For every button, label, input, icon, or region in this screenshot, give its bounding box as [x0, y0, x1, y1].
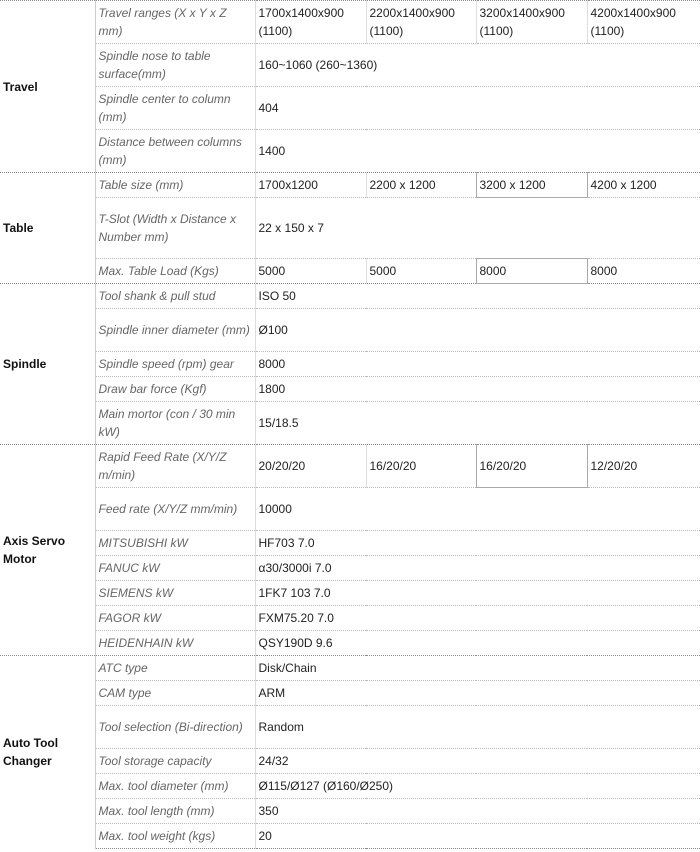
spec-label: FANUC kW	[95, 556, 255, 581]
spec-label: FAGOR kW	[95, 606, 255, 631]
spec-label: HEIDENHAIN kW	[95, 631, 255, 656]
spec-value: 4200 x 1200	[587, 173, 700, 198]
spec-value: 1FK7 103 7.0	[255, 581, 700, 606]
spec-value: 10000	[255, 488, 700, 531]
table-row	[0, 44, 700, 87]
spec-label: Rapid Feed Rate (X/Y/Z m/min)	[95, 445, 255, 488]
section-title-auto-tool-changer: Auto Tool Changer	[0, 656, 95, 849]
table-row	[0, 1, 700, 44]
spec-value: FXM75.20 7.0	[255, 606, 700, 631]
table-row	[0, 749, 700, 774]
spec-value: 2200x1400x900 (1100)	[366, 1, 476, 44]
table-row	[0, 531, 700, 556]
spec-value: ARM	[255, 681, 700, 706]
spec-value: 12/20/20	[587, 445, 700, 488]
table-row	[0, 198, 700, 259]
spec-label: SIEMENS kW	[95, 581, 255, 606]
spec-label: Max. tool weight (kgs)	[95, 824, 255, 849]
spec-value: 16/20/20	[366, 445, 476, 488]
spec-value: 5000	[366, 259, 476, 284]
spec-label: Tool shank & pull stud	[95, 284, 255, 309]
spec-value: 16/20/20	[476, 445, 587, 488]
table-row	[0, 309, 700, 352]
table-row	[0, 606, 700, 631]
spec-value: QSY190D 9.6	[255, 631, 700, 656]
table-row	[0, 130, 700, 173]
spec-value: 20	[255, 824, 700, 849]
section-title-travel: Travel	[0, 1, 95, 173]
table-row	[0, 681, 700, 706]
spec-value: Random	[255, 706, 700, 749]
spec-label: Spindle center to column (mm)	[95, 87, 255, 130]
spec-value: 8000	[587, 259, 700, 284]
table-row	[0, 706, 700, 749]
spec-value: 4200x1400x900 (1100)	[587, 1, 700, 44]
spec-label: T-Slot (Width x Distance x Number mm)	[95, 198, 255, 259]
spec-label: Spindle nose to table surface(mm)	[95, 44, 255, 87]
spec-label: Main mortor (con / 30 min kW)	[95, 402, 255, 445]
table-row	[0, 774, 700, 799]
spec-value: 350	[255, 799, 700, 824]
spec-label: Max. tool length (mm)	[95, 799, 255, 824]
table-row	[0, 631, 700, 656]
table-row	[0, 556, 700, 581]
table-row	[0, 799, 700, 824]
spec-value: Ø115/Ø127 (Ø160/Ø250)	[255, 774, 700, 799]
spec-value: 15/18.5	[255, 402, 700, 445]
table-row	[0, 352, 700, 377]
table-row	[0, 259, 700, 284]
spec-label: MITSUBISHI kW	[95, 531, 255, 556]
spec-label: Max. tool diameter (mm)	[95, 774, 255, 799]
spec-value: 22 x 150 x 7	[255, 198, 700, 259]
spec-value: α30/3000i 7.0	[255, 556, 700, 581]
spec-value: 3200x1400x900 (1100)	[476, 1, 587, 44]
section-title-spindle: Spindle	[0, 284, 95, 445]
spec-value: 2200 x 1200	[366, 173, 476, 198]
spec-value: 1800	[255, 377, 700, 402]
spec-value: 8000	[476, 259, 587, 284]
spec-label: Travel ranges (X x Y x Z mm)	[95, 1, 255, 44]
spec-label: Feed rate (X/Y/Z mm/min)	[95, 488, 255, 531]
spec-value: 1700x1400x900 (1100)	[255, 1, 366, 44]
table-row	[0, 173, 700, 198]
spec-label: ATC type	[95, 656, 255, 681]
section-title-table: Table	[0, 173, 95, 284]
table-row	[0, 445, 700, 488]
spec-label: Spindle inner diameter (mm)	[95, 309, 255, 352]
table-row	[0, 824, 700, 849]
spec-label: Tool storage capacity	[95, 749, 255, 774]
spec-label: Draw bar force (Kgf)	[95, 377, 255, 402]
spec-label: Spindle speed (rpm) gear	[95, 352, 255, 377]
spec-label: Tool selection (Bi-direction)	[95, 706, 255, 749]
spec-value: ISO 50	[255, 284, 700, 309]
spec-value: Disk/Chain	[255, 656, 700, 681]
spec-value: 404	[255, 87, 700, 130]
table-row	[0, 284, 700, 309]
spec-value: 20/20/20	[255, 445, 366, 488]
spec-label: CAM type	[95, 681, 255, 706]
spec-value: 8000	[255, 352, 700, 377]
table-row	[0, 377, 700, 402]
spec-value: 5000	[255, 259, 366, 284]
spec-label: Max. Table Load (Kgs)	[95, 259, 255, 284]
spec-value: HF703 7.0	[255, 531, 700, 556]
spec-label: Table size (mm)	[95, 173, 255, 198]
table-row	[0, 402, 700, 445]
spec-value: 1700x1200	[255, 173, 366, 198]
spec-label: Distance between columns (mm)	[95, 130, 255, 173]
table-row	[0, 488, 700, 531]
spec-value: 160~1060 (260~1360)	[255, 44, 700, 87]
section-title-axis-servo-motor: Axis Servo Motor	[0, 445, 95, 656]
spec-value: Ø100	[255, 309, 700, 352]
spec-value: 24/32	[255, 749, 700, 774]
table-row	[0, 581, 700, 606]
table-row	[0, 656, 700, 681]
spec-value: 3200 x 1200	[476, 173, 587, 198]
spec-value: 1400	[255, 130, 700, 173]
table-row	[0, 87, 700, 130]
